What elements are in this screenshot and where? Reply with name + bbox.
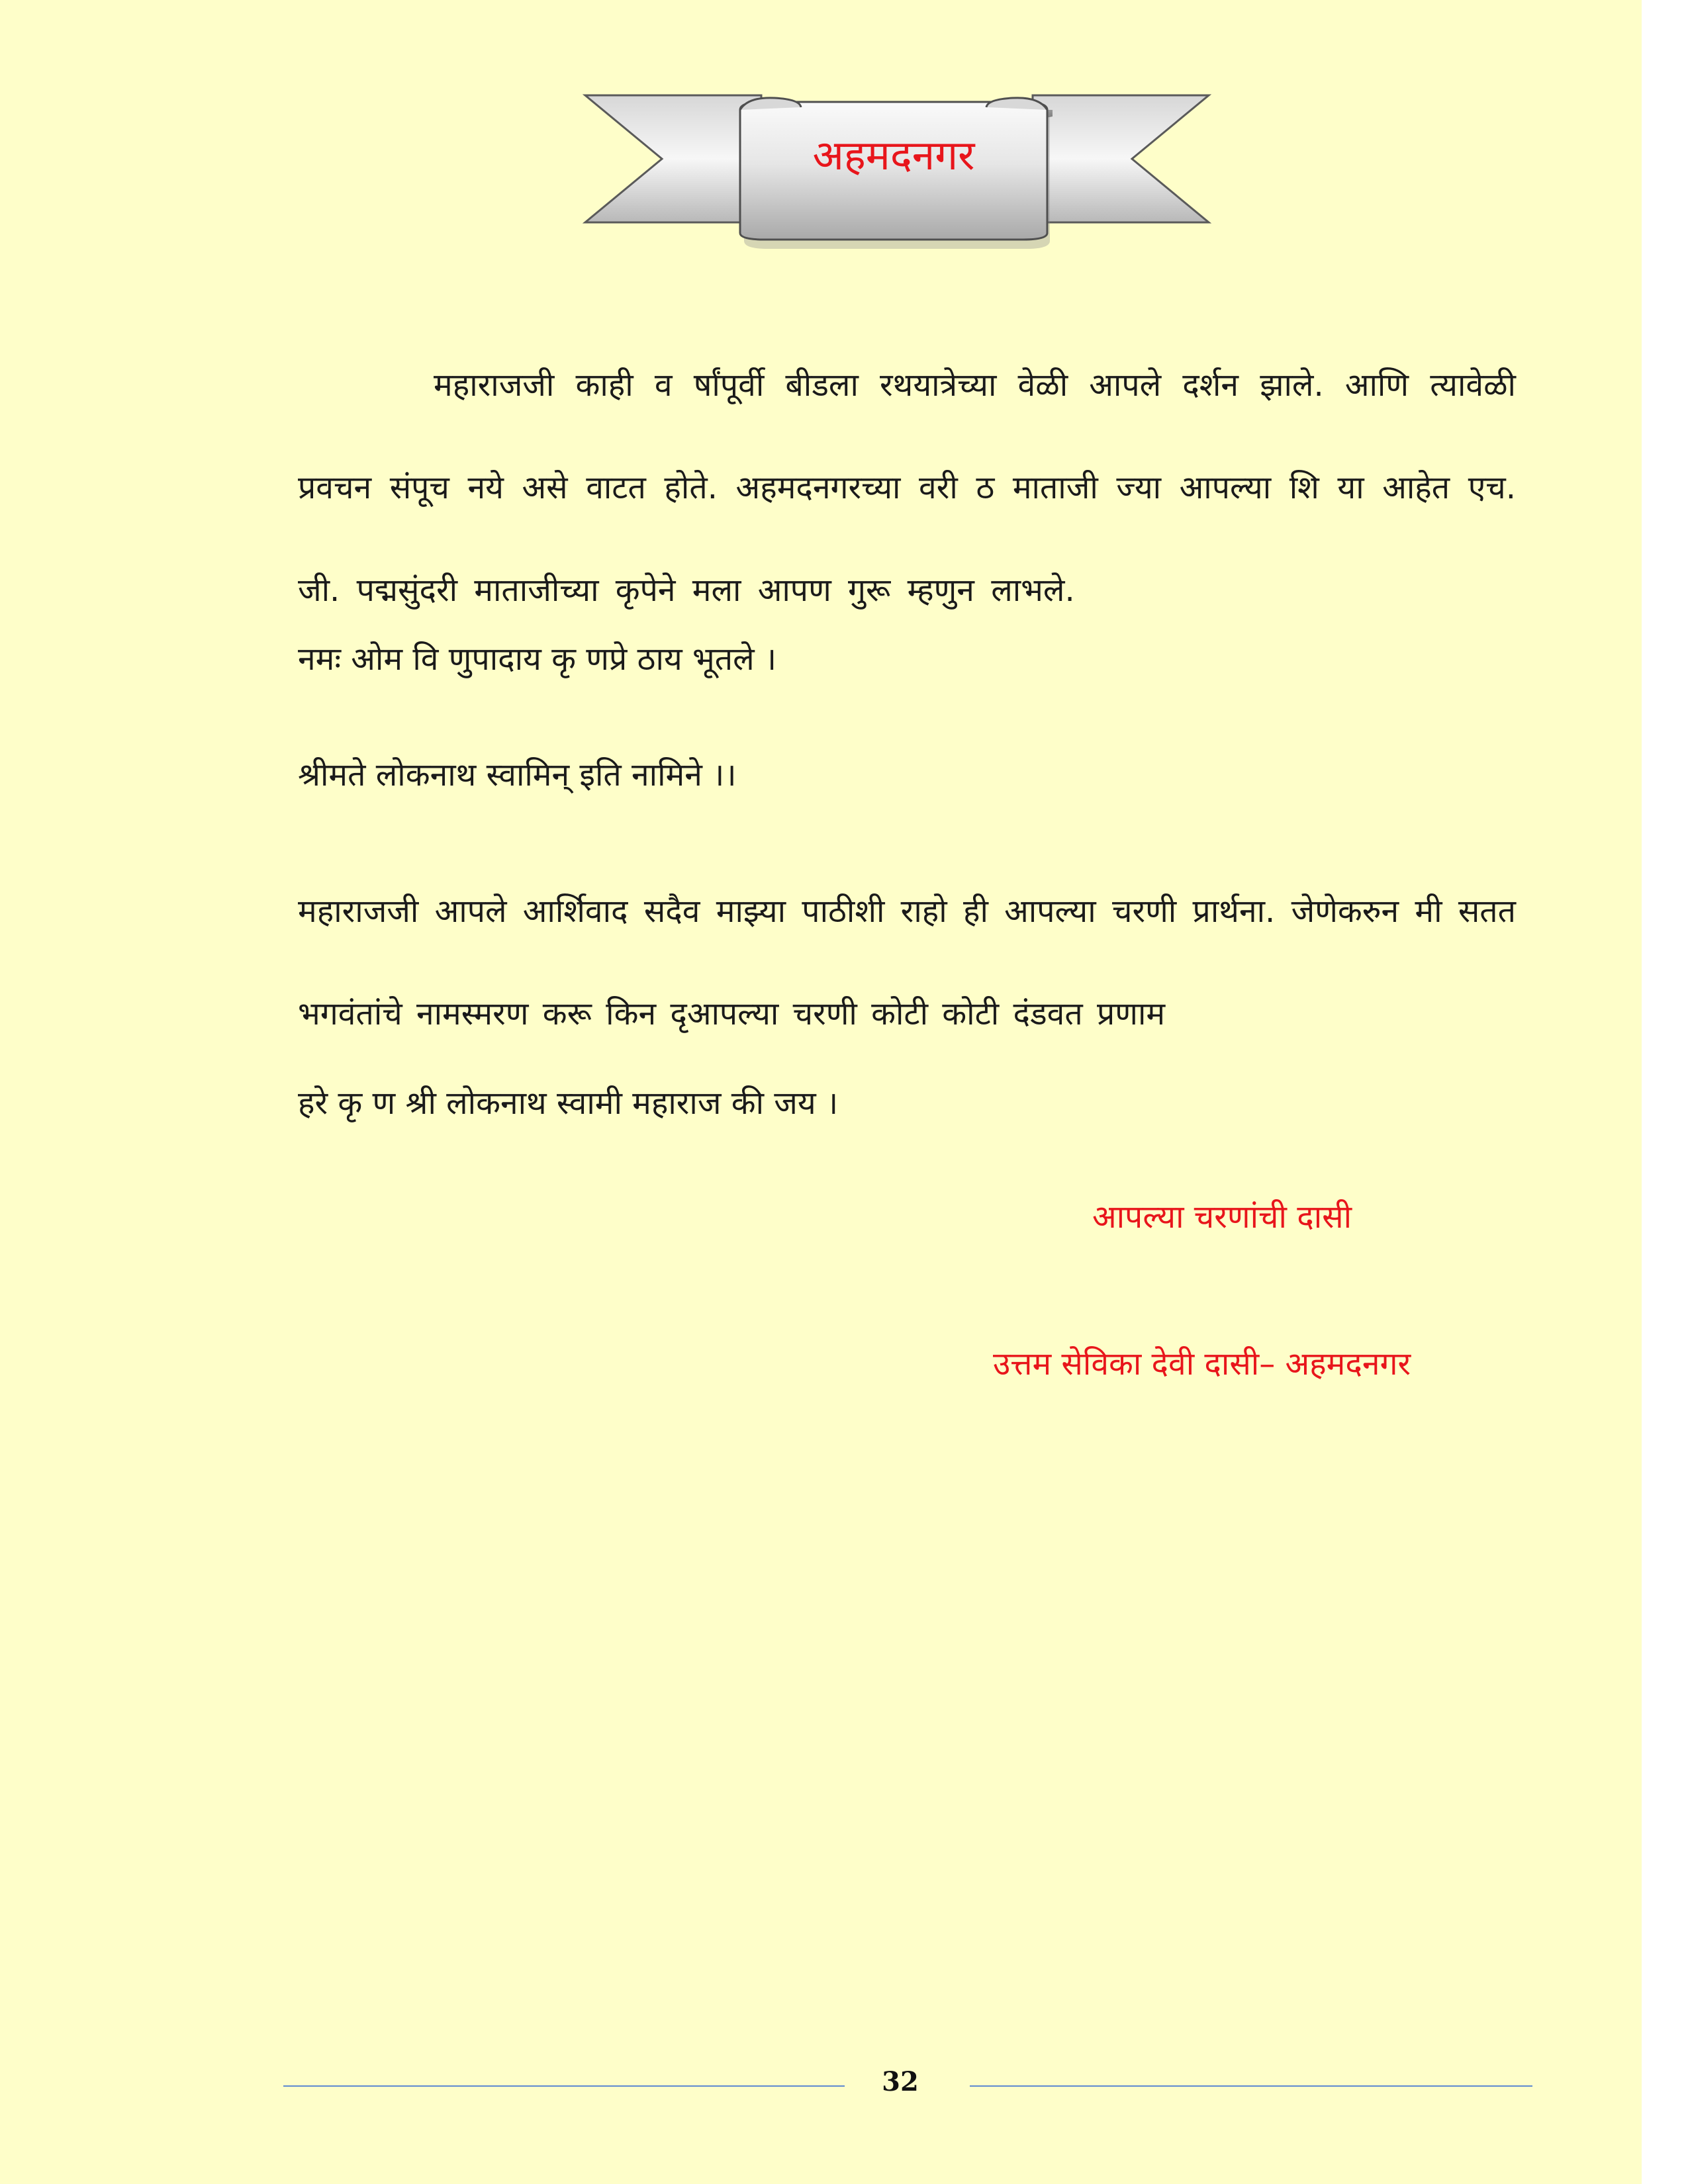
page-number: 32 bbox=[882, 2066, 919, 2097]
footer-rule-right bbox=[970, 2085, 1532, 2087]
signature-line-2: उत्तम सेविका देवी दासी– अहमदनगर bbox=[993, 1345, 1411, 1383]
verse-line-1: नमः ओम वि णुपादाय कृ णप्रे ठाय भूतले । bbox=[298, 641, 777, 678]
ribbon-left-tail bbox=[585, 95, 761, 222]
ribbon-right-tail bbox=[1033, 95, 1209, 222]
page-title: अहमदनगर bbox=[812, 131, 975, 179]
footer-rule-left bbox=[283, 2085, 845, 2087]
intro-paragraph: महाराजजी काही व र्षांपूर्वी बीडला रथयात्रेच्या वेळी आपले दर्शन झाले. आणि त्यावेळी प्रवचन संपूच नये असे वाटत होते. अहमदनगरच्या वरी ठ माताजी ज्या आपल्या शि या आहेत एच. जी. पद्मसुंदरी माताजीच्या कृपेने मला आपण गुरू म्हणुन लाभले. bbox=[298, 367, 1516, 609]
prayer-paragraph: महाराजजी आपले आर्शिवाद सदैव माझ्या पाठीशी राहो ही आपल्या चरणी प्रार्थना. जेणेकरुन मी सतत भगवंतांचे नामस्मरण करू किन दृआपल्या चरणी कोटी कोटी दंडवत प्रणाम bbox=[298, 893, 1516, 1032]
closing-line: हरे कृ ण श्री लोकनाथ स्वामी महाराज की जय । bbox=[298, 1085, 839, 1122]
signature-line-1: आपल्या चरणांची दासी bbox=[1092, 1199, 1352, 1236]
verse-line-2: श्रीमते लोकनाथ स्वामिन् इति नामिने ।। bbox=[298, 756, 737, 794]
title-ribbon-banner bbox=[576, 93, 1218, 251]
